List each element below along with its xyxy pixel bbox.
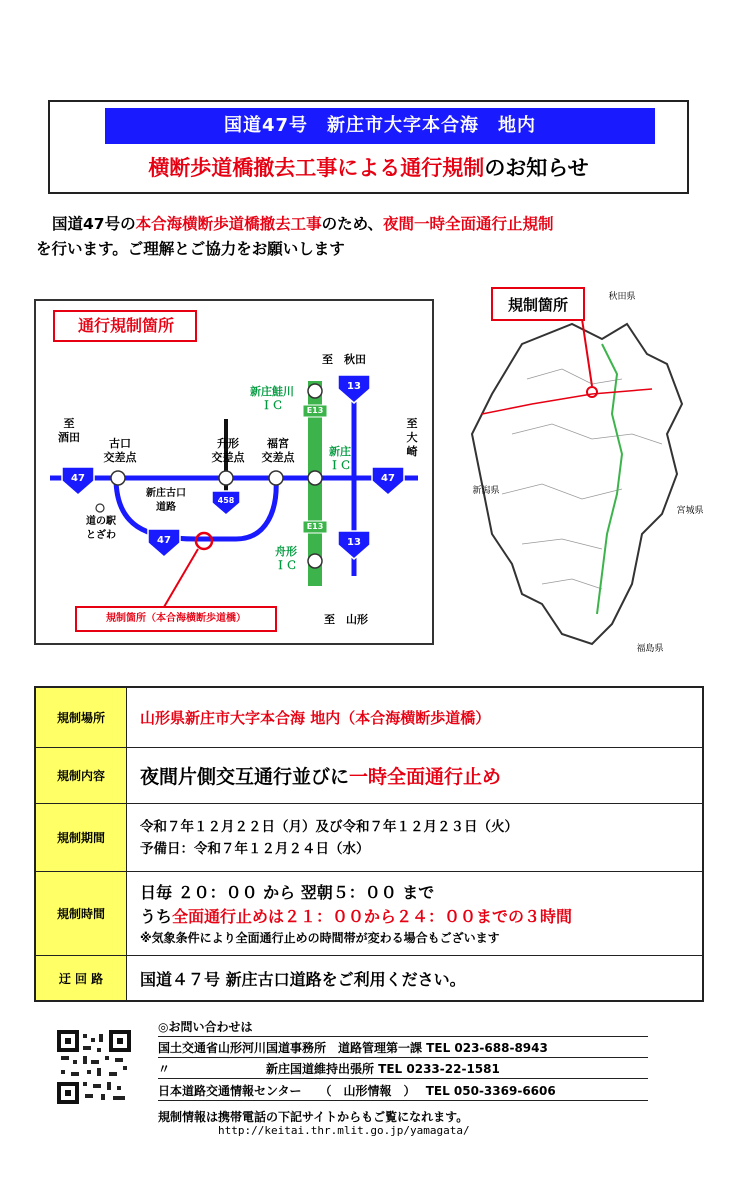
shield-13-bottom-text: 13 bbox=[347, 537, 361, 548]
contact-url[interactable]: http://keitai.thr.mlit.go.jp/yamagata/ bbox=[218, 1124, 470, 1137]
contact-line1: 国土交通省山形河川国道事務所 道路管理第一課 TEL 023-688-8943 bbox=[158, 1036, 648, 1058]
furukuchi-node bbox=[111, 471, 125, 485]
header-band: 国道47号 新庄市大字本合海 地内 bbox=[105, 108, 655, 144]
label-furukuchi: 古口 交差点 bbox=[103, 437, 137, 464]
label-michinoeki: 道の駅 とざわ bbox=[86, 516, 116, 541]
prefecture-map-svg bbox=[452, 284, 722, 654]
shinjo-ic-node bbox=[308, 471, 322, 485]
period-line2: 予備日：令和７年１２月２４日（水） bbox=[140, 840, 370, 857]
contact-line3: 日本道路交通情報センター （ 山形情報 ） TEL 050-3369-6606 bbox=[158, 1080, 648, 1101]
time-line1: 日毎 ２０：００ から 翌朝５：００ まで bbox=[140, 882, 435, 902]
title-black: のお知らせ bbox=[484, 156, 589, 180]
period-label: 規制期間 bbox=[36, 804, 127, 871]
detour-label: 迂 回 路 bbox=[36, 956, 127, 1000]
table-row bbox=[36, 956, 702, 1000]
e13-text-b: E13 bbox=[306, 522, 324, 531]
intro-part: のため、 bbox=[321, 215, 383, 233]
prefecture-callout-text: 規制箇所 bbox=[507, 296, 568, 314]
funagata-ic-node bbox=[308, 554, 322, 568]
label-to-ozaki: 至 大 崎 bbox=[406, 417, 418, 458]
content-value bbox=[140, 748, 694, 803]
label-to-akita: 至 秋田 bbox=[322, 353, 366, 366]
table-row bbox=[36, 804, 702, 872]
contact-line2: 〃 新庄国道維持出張所 TEL 0233-22-1581 bbox=[158, 1058, 648, 1079]
label-furukuchi-road: 新庄古口 道路 bbox=[146, 488, 186, 513]
intro-part: 国道47号の bbox=[52, 215, 136, 233]
period-value bbox=[140, 804, 694, 871]
shield-47-right-text: 47 bbox=[381, 473, 395, 484]
contact-line4: 規制情報は携帯電話の下記サイトからもご覧になれます。 bbox=[158, 1110, 469, 1124]
time-note: ※気象条件により全面通行止めの時間帯が変わる場合もございます bbox=[140, 930, 500, 945]
intro-part: 本合海横断歩道橋撤去工事 bbox=[135, 215, 322, 233]
label-funagata-ic: 舟形 ＩＣ bbox=[275, 545, 297, 572]
callout-line bbox=[164, 549, 198, 607]
time-line2b: 全面通行止めは２１：００から２４：００までの３時間 bbox=[172, 906, 573, 926]
detour-value-text: 国道４７号 新庄古口道路をご利用ください。 bbox=[140, 969, 466, 989]
title-red: 横断歩道橋撤去工事による通行規制 bbox=[148, 156, 485, 180]
location-value-text: 山形県新庄市大字本合海 地内（本合海横断歩道橋） bbox=[140, 709, 491, 727]
fukushima-pref-label: 福島県 bbox=[636, 644, 664, 654]
time-line2a: うち bbox=[140, 906, 173, 926]
content-label: 規制内容 bbox=[36, 748, 127, 803]
table-row bbox=[36, 748, 702, 804]
location-value bbox=[140, 688, 694, 747]
label-to-sakata: 至 酒田 bbox=[58, 417, 80, 444]
route-map bbox=[34, 299, 434, 645]
miyagi-pref-label: 宮城県 bbox=[676, 506, 704, 516]
label-fukumiya: 福宮 交差点 bbox=[261, 437, 295, 464]
contact-section bbox=[158, 1018, 648, 1138]
intro-text bbox=[36, 212, 706, 262]
table-row bbox=[36, 688, 702, 748]
label-sakegawa-ic: 新庄鮭川 ＩＣ bbox=[250, 385, 294, 412]
detour-value bbox=[140, 956, 694, 1000]
sakegawa-ic-node bbox=[308, 384, 322, 398]
shield-13-top-text: 13 bbox=[347, 381, 361, 392]
akita-pref-label: 秋田県 bbox=[608, 292, 636, 302]
michinoeki-node bbox=[96, 504, 104, 512]
location-label: 規制場所 bbox=[36, 688, 127, 747]
period-line1: 令和７年１２月２２日（月）及び令和７年１２月２３日（火） bbox=[140, 818, 518, 835]
label-to-yamagata: 至 山形 bbox=[324, 613, 368, 626]
intro-part: を行います。ご理解とご協力をお願いします bbox=[36, 240, 345, 258]
shield-47-loop-text: 47 bbox=[157, 535, 171, 546]
label-masukata: 升形 交差点 bbox=[211, 437, 245, 464]
regulation-table bbox=[34, 686, 704, 1002]
contact-heading: ◎お問い合わせは bbox=[158, 1020, 253, 1034]
time-label: 規制時間 bbox=[36, 872, 127, 955]
prefecture-map bbox=[452, 284, 722, 654]
label-shinjo-ic: 新庄 ＩＣ bbox=[329, 445, 351, 472]
time-value bbox=[140, 872, 694, 955]
page-title bbox=[50, 152, 687, 182]
shield-47-left-text: 47 bbox=[71, 473, 85, 484]
content-b: 一時全面通行止め bbox=[349, 766, 502, 788]
shield-458-text: 458 bbox=[217, 496, 235, 505]
masukata-node bbox=[219, 471, 233, 485]
content-a: 夜間片側交互通行並びに bbox=[140, 766, 350, 788]
qr-code-svg bbox=[57, 1030, 131, 1104]
niigata-pref-label: 新潟県 bbox=[472, 486, 500, 496]
e13-text-a: E13 bbox=[306, 406, 324, 415]
map-title: 通行規制箇所 bbox=[77, 316, 174, 335]
qr-code[interactable] bbox=[57, 1030, 131, 1104]
fukumiya-node bbox=[269, 471, 283, 485]
callout-text: 規制箇所（本合海横断歩道橋） bbox=[106, 613, 246, 624]
intro-part: 夜間一時全面通行止規制 bbox=[382, 215, 554, 233]
table-row bbox=[36, 872, 702, 956]
